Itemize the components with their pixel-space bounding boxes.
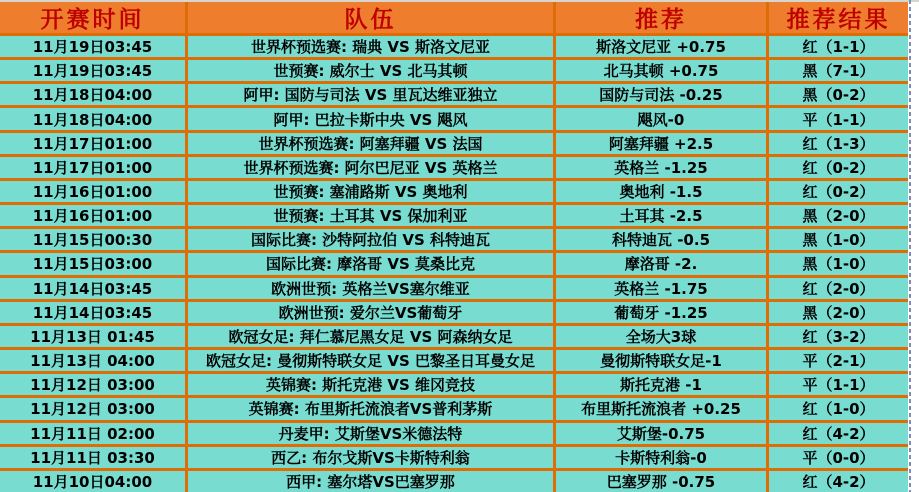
teams-cell: 世预赛: 塞浦路斯 VS 奥地利 [188, 181, 553, 202]
time-cell: 11月17日01:00 [0, 157, 185, 178]
column-header-recommendation: 推荐 [556, 2, 766, 33]
result-cell: 红（1-1） [769, 36, 908, 57]
time-cell: 11月14日03:45 [0, 302, 185, 323]
table-row [0, 468, 908, 492]
page-break-dashed-line [909, 0, 911, 492]
table-row [0, 202, 908, 226]
recommendation-cell: 斯托克港 -1 [556, 374, 766, 395]
teams-cell: 丹麦甲: 艾斯堡VS米德法特 [188, 423, 553, 444]
time-cell: 11月19日03:45 [0, 60, 185, 81]
result-cell: 黑（0-2） [769, 84, 908, 105]
time-cell: 11月16日01:00 [0, 181, 185, 202]
recommendation-cell: 斯洛文尼亚 +0.75 [556, 36, 766, 57]
result-cell: 平（2-1） [769, 350, 908, 371]
table-row [0, 130, 908, 154]
teams-cell: 英锦赛: 斯托克港 VS 维冈竞技 [188, 374, 553, 395]
recommendation-cell: 飓风-0 [556, 108, 766, 129]
recommendation-cell: 摩洛哥 -2. [556, 253, 766, 274]
recommendation-cell: 英格兰 -1.75 [556, 278, 766, 299]
time-cell: 11月12日 03:00 [0, 374, 185, 395]
teams-cell: 欧冠女足: 曼彻斯特联女足 VS 巴黎圣日耳曼女足 [188, 350, 553, 371]
table-row [0, 371, 908, 395]
recommendation-cell: 卡斯特利翁-0 [556, 447, 766, 468]
time-cell: 11月15日03:00 [0, 253, 185, 274]
teams-cell: 国际比赛: 沙特阿拉伯 VS 科特迪瓦 [188, 229, 553, 250]
result-cell: 红（0-2） [769, 157, 908, 178]
table-row [0, 154, 908, 178]
teams-cell: 国际比赛: 摩洛哥 VS 莫桑比克 [188, 253, 553, 274]
recommendation-cell: 葡萄牙 -1.25 [556, 302, 766, 323]
result-cell: 黑（7-1） [769, 60, 908, 81]
table-row [0, 395, 908, 419]
time-cell: 11月12日 03:00 [0, 398, 185, 419]
teams-cell: 阿甲: 国防与司法 VS 里瓦达维亚独立 [188, 84, 553, 105]
teams-cell: 英锦赛: 布里斯托流浪者VS普利茅斯 [188, 398, 553, 419]
table-row [0, 444, 908, 468]
recommendation-cell: 布里斯托流浪者 +0.25 [556, 398, 766, 419]
teams-cell: 欧洲世预: 英格兰VS塞尔维亚 [188, 278, 553, 299]
time-cell: 11月15日00:30 [0, 229, 185, 250]
time-cell: 11月10日04:00 [0, 471, 185, 492]
column-header-teams: 队伍 [188, 2, 553, 33]
teams-cell: 西甲: 塞尔塔VS巴塞罗那 [188, 471, 553, 492]
time-cell: 11月11日 02:00 [0, 423, 185, 444]
table-row [0, 178, 908, 202]
time-cell: 11月16日01:00 [0, 205, 185, 226]
table-row [0, 275, 908, 299]
teams-cell: 世界杯预选赛: 阿塞拜疆 VS 法国 [188, 133, 553, 154]
recommendation-cell: 国防与司法 -0.25 [556, 84, 766, 105]
result-cell: 红（0-2） [769, 181, 908, 202]
result-cell: 平（1-1） [769, 374, 908, 395]
result-cell: 黑（1-0） [769, 253, 908, 274]
table-row [0, 33, 908, 57]
recommendation-cell: 全场大3球 [556, 326, 766, 347]
time-cell: 11月13日 01:45 [0, 326, 185, 347]
table-row [0, 420, 908, 444]
teams-cell: 阿甲: 巴拉卡斯中央 VS 飓风 [188, 108, 553, 129]
table-body [0, 33, 908, 492]
time-cell: 11月11日 03:30 [0, 447, 185, 468]
column-header-start-time: 开赛时间 [0, 2, 185, 33]
recommendation-cell: 奥地利 -1.5 [556, 181, 766, 202]
time-cell: 11月17日01:00 [0, 133, 185, 154]
teams-cell: 欧洲世预: 爱尔兰VS葡萄牙 [188, 302, 553, 323]
recommendation-cell: 曼彻斯特联女足-1 [556, 350, 766, 371]
result-cell: 红（2-0） [769, 278, 908, 299]
time-cell: 11月18日04:00 [0, 108, 185, 129]
result-cell: 黑（2-0） [769, 302, 908, 323]
table-row [0, 347, 908, 371]
result-cell: 红（4-2） [769, 423, 908, 444]
result-cell: 红（1-0） [769, 398, 908, 419]
table-row [0, 57, 908, 81]
result-cell: 红（4-2） [769, 471, 908, 492]
table-row [0, 323, 908, 347]
teams-cell: 世预赛: 土耳其 VS 保加利亚 [188, 205, 553, 226]
time-cell: 11月13日 04:00 [0, 350, 185, 371]
recommendation-cell: 英格兰 -1.25 [556, 157, 766, 178]
recommendation-cell: 阿塞拜疆 +2.5 [556, 133, 766, 154]
recommendation-cell: 巴塞罗那 -0.75 [556, 471, 766, 492]
result-cell: 黑（1-0） [769, 229, 908, 250]
teams-cell: 世界杯预选赛: 阿尔巴尼亚 VS 英格兰 [188, 157, 553, 178]
teams-cell: 世界杯预选赛: 瑞典 VS 斯洛文尼亚 [188, 36, 553, 57]
result-cell: 红（1-3） [769, 133, 908, 154]
teams-cell: 世预赛: 威尔士 VS 北马其顿 [188, 60, 553, 81]
result-cell: 黑（2-0） [769, 205, 908, 226]
table-row [0, 299, 908, 323]
recommendation-cell: 北马其顿 +0.75 [556, 60, 766, 81]
recommendation-table [0, 2, 908, 492]
teams-cell: 欧冠女足: 拜仁慕尼黑女足 VS 阿森纳女足 [188, 326, 553, 347]
table-row [0, 226, 908, 250]
result-cell: 平（1-1） [769, 108, 908, 129]
recommendation-cell: 土耳其 -2.5 [556, 205, 766, 226]
result-cell: 红（3-2） [769, 326, 908, 347]
time-cell: 11月18日04:00 [0, 84, 185, 105]
column-header-result: 推荐结果 [769, 2, 908, 33]
table-row [0, 81, 908, 105]
time-cell: 11月14日03:45 [0, 278, 185, 299]
recommendation-cell: 科特迪瓦 -0.5 [556, 229, 766, 250]
table-row [0, 250, 908, 274]
teams-cell: 西乙: 布尔戈斯VS卡斯特利翁 [188, 447, 553, 468]
recommendation-cell: 艾斯堡-0.75 [556, 423, 766, 444]
table-header-row [0, 2, 908, 33]
result-cell: 平（0-0） [769, 447, 908, 468]
time-cell: 11月19日03:45 [0, 36, 185, 57]
table-row [0, 105, 908, 129]
